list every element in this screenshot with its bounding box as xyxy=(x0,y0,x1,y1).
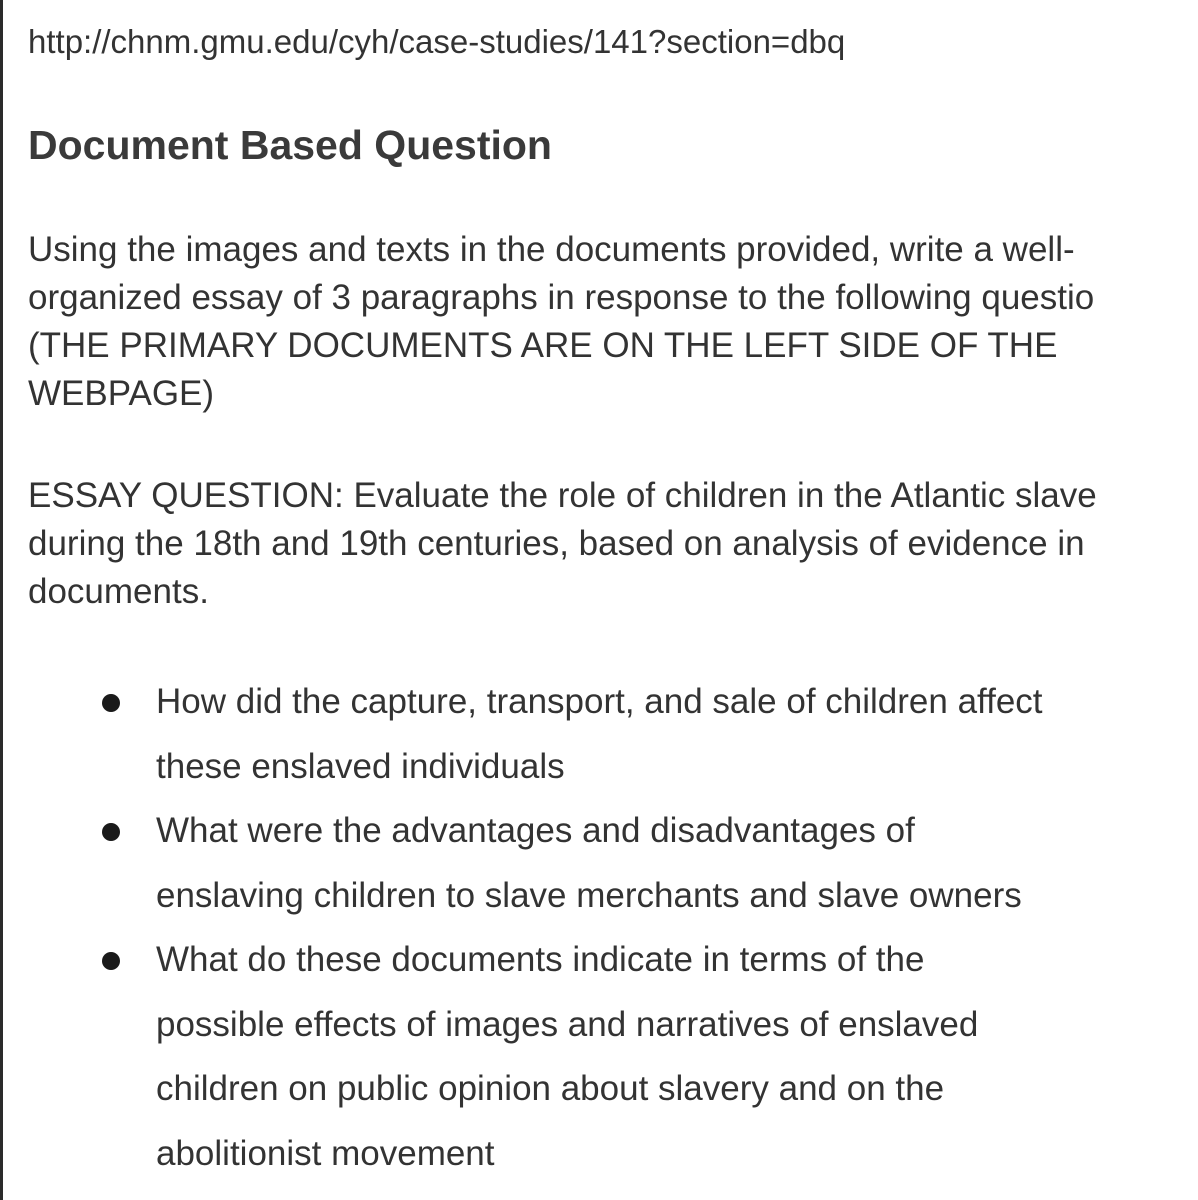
list-item xyxy=(100,670,1043,799)
list-item-line: children on public opinion about slavery and on the xyxy=(156,1069,945,1108)
essay-question-paragraph xyxy=(28,472,1097,616)
instructions-line: (THE PRIMARY DOCUMENTS ARE ON THE LEFT SIDE OF THE xyxy=(28,326,1058,365)
essay-question-line: during the 18th and 19th centuries, based on analysis of evidence in xyxy=(28,524,1085,563)
bullet-icon xyxy=(102,823,120,841)
list-item xyxy=(100,928,1043,1186)
instructions-line: WEBPAGE) xyxy=(28,374,215,413)
instructions-line: Using the images and texts in the documents provided, write a well- xyxy=(28,230,1075,269)
list-item-line: How did the capture, transport, and sale of children affect xyxy=(156,682,1043,721)
list-item-line: abolitionist movement xyxy=(156,1133,495,1173)
list-item-line: What do these documents indicate in terms of the xyxy=(156,940,925,979)
page-title: Document Based Question xyxy=(28,122,552,168)
instructions-line: organized essay of 3 paragraphs in response to the following questio xyxy=(28,278,1095,317)
left-border xyxy=(0,0,3,1200)
source-url[interactable]: http://chnm.gmu.edu/cyh/case-studies/141?section=dbq xyxy=(28,23,846,60)
essay-question-line: documents. xyxy=(28,572,209,611)
list-item-line: What were the advantages and disadvantages of xyxy=(156,811,915,850)
bullet-icon xyxy=(102,694,120,712)
list-item xyxy=(100,799,1043,928)
essay-question-line: ESSAY QUESTION: Evaluate the role of children in the Atlantic slave xyxy=(28,476,1097,515)
list-item-line: possible effects of images and narratives of enslaved xyxy=(156,1004,979,1044)
instructions-paragraph xyxy=(28,226,1094,418)
list-item-line: enslaving children to slave merchants and slave owners xyxy=(156,875,1022,915)
guiding-questions-list xyxy=(100,670,1043,1186)
bullet-icon xyxy=(102,952,120,970)
list-item-line: these enslaved individuals xyxy=(156,746,565,786)
